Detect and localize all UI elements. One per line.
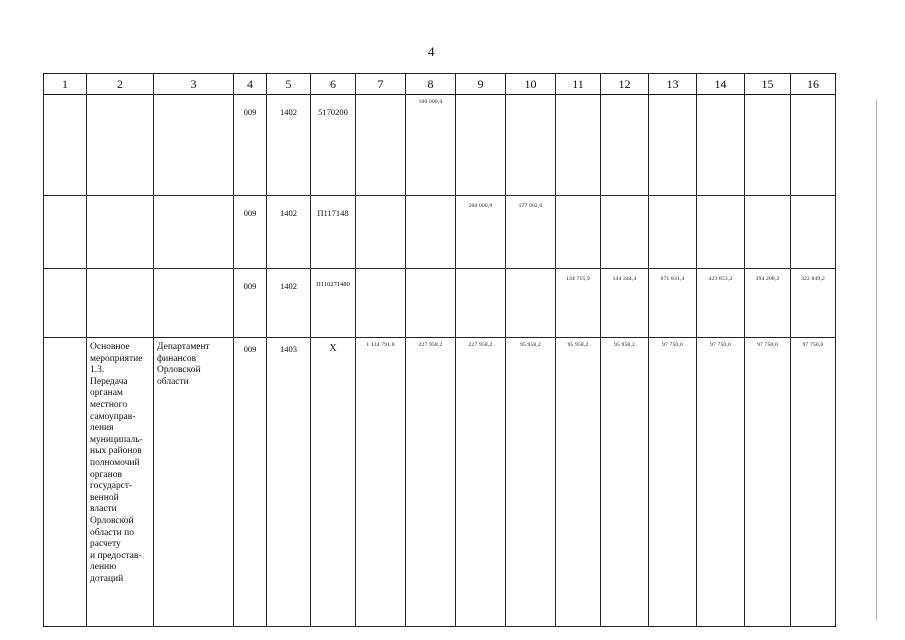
table-cell <box>356 196 406 269</box>
table-cell <box>87 269 154 338</box>
amount-cell: 97 750,0 <box>791 338 836 627</box>
header-cell: 1 <box>44 74 87 95</box>
table-cell <box>154 95 234 196</box>
amount-cell: 177 002,0 <box>506 196 556 269</box>
header-cell: 10 <box>506 74 556 95</box>
table-cell <box>506 269 556 338</box>
table-cell <box>154 269 234 338</box>
header-row <box>44 74 836 95</box>
table-cell <box>456 269 506 338</box>
section-code-cell: 1402 <box>267 95 311 196</box>
table-cell <box>506 95 556 196</box>
target-article-cell: П110271480 <box>311 269 356 338</box>
table-cell <box>649 95 697 196</box>
table-cell <box>154 196 234 269</box>
table-cell <box>697 95 745 196</box>
table-cell <box>601 95 649 196</box>
header-cell: 12 <box>601 74 649 95</box>
measure-description-cell: Основное мероприятие 1.3. Передача органам местного самоуправ- ления муниципаль- ных районов полномочий органов государст- венной власти Орловской области по расчету и предостав- лению дотаций <box>87 338 154 627</box>
table-cell <box>697 196 745 269</box>
header-cell: 4 <box>234 74 267 95</box>
table-row <box>44 269 836 338</box>
table-row <box>44 196 836 269</box>
header-cell: 6 <box>311 74 356 95</box>
header-cell: 8 <box>406 74 456 95</box>
header-cell: 3 <box>154 74 234 95</box>
amount-cell: 95 958,2 <box>506 338 556 627</box>
table-cell <box>356 95 406 196</box>
header-cell: 13 <box>649 74 697 95</box>
ministry-code-cell: 009 <box>234 269 267 338</box>
table-cell <box>456 95 506 196</box>
amount-cell: 260 000,0 <box>456 196 506 269</box>
target-article-cell: 5170200 <box>311 95 356 196</box>
table-cell <box>44 95 87 196</box>
table-cell <box>745 196 791 269</box>
table-cell <box>649 196 697 269</box>
table-cell <box>356 269 406 338</box>
target-article-cell: П117148 <box>311 196 356 269</box>
header-cell: 14 <box>697 74 745 95</box>
section-code-cell: 1402 <box>267 269 311 338</box>
header-cell: 7 <box>356 74 406 95</box>
ministry-code-cell: 009 <box>234 95 267 196</box>
amount-cell: 100 000,0 <box>406 95 456 196</box>
header-cell: 16 <box>791 74 836 95</box>
amount-cell: 134 715,9 <box>556 269 601 338</box>
amount-cell: 227 958,2 <box>456 338 506 627</box>
table-cell <box>556 196 601 269</box>
header-cell: 9 <box>456 74 506 95</box>
amount-cell: 97 750,0 <box>745 338 791 627</box>
amount-cell: 144 344,4 <box>601 269 649 338</box>
table-cell <box>44 196 87 269</box>
header-cell: 15 <box>745 74 791 95</box>
amount-cell: 227 958,2 <box>406 338 456 627</box>
ministry-code-cell: 009 <box>234 196 267 269</box>
amount-cell: 394 208,2 <box>745 269 791 338</box>
page-edge-line <box>876 100 877 620</box>
table-cell <box>601 196 649 269</box>
table-cell <box>745 95 791 196</box>
amount-cell: 97 750,0 <box>697 338 745 627</box>
amount-cell: 671 831,4 <box>649 269 697 338</box>
table-cell <box>791 95 836 196</box>
table-cell <box>791 196 836 269</box>
target-article-cell: Х <box>311 338 356 627</box>
amount-cell: 97 750,0 <box>649 338 697 627</box>
ministry-code-cell: 009 <box>234 338 267 627</box>
table-cell <box>44 338 87 627</box>
table-cell <box>406 196 456 269</box>
table-cell <box>87 95 154 196</box>
table-row <box>44 95 836 196</box>
amount-cell: 423 853,2 <box>697 269 745 338</box>
amount-cell: 95 958,2 <box>556 338 601 627</box>
table-cell <box>44 269 87 338</box>
header-cell: 11 <box>556 74 601 95</box>
page-number: 4 <box>428 44 435 59</box>
budget-table <box>43 73 836 627</box>
table-cell <box>406 269 456 338</box>
amount-cell: 1 134 791,0 <box>356 338 406 627</box>
table-cell <box>556 95 601 196</box>
table-cell <box>87 196 154 269</box>
amount-cell: 95 958,2 <box>601 338 649 627</box>
section-code-cell: 1402 <box>267 196 311 269</box>
section-code-cell: 1403 <box>267 338 311 627</box>
header-cell: 2 <box>87 74 154 95</box>
header-cell: 5 <box>267 74 311 95</box>
amount-cell: 322 849,2 <box>791 269 836 338</box>
table-row <box>44 338 836 627</box>
executor-cell: Департамент финансов Орловской области <box>154 338 234 627</box>
